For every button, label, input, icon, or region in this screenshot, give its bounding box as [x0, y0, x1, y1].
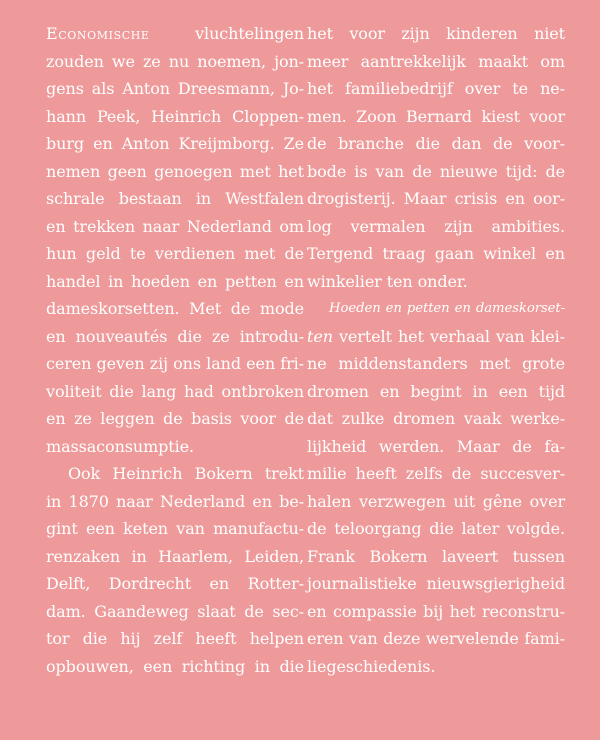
text-line: gens als Anton Dreesmann, Jo- — [46, 79, 304, 98]
text-line: en trekken naar Nederland om — [46, 216, 304, 236]
text-line: het voor zijn kinderen niet — [307, 24, 565, 43]
text-line: en ze leggen de basis voor de — [46, 409, 304, 428]
text-line: zouden we ze nu noemen, jon- — [46, 51, 304, 71]
text-line: ceren geven zij ons land een fri- — [46, 354, 304, 373]
text-line: gint een keten van manufactu- — [46, 519, 304, 538]
text-line: log vermalen zijn ambities. — [307, 216, 565, 236]
text-line: winkelier ten onder. — [307, 271, 468, 291]
text-line: schrale bestaan in Westfalen — [46, 189, 304, 208]
small-caps-lead: Economische — [46, 24, 150, 43]
text-line: de branche die dan de voor- — [307, 134, 565, 153]
text-line: dam. Gaandeweg slaat de sec- — [46, 601, 304, 621]
text-line: men. Zoon Bernard kiest voor — [307, 106, 565, 126]
text-line: hun geld te verdienen met de — [46, 244, 304, 263]
text-line: hann Peek, Heinrich Cloppen- — [46, 106, 304, 126]
text-line: de teloorgang die later volgde. — [307, 519, 565, 538]
text-line: bode is van de nieuwe tijd: de — [307, 161, 565, 181]
text-line: en nouveautés die ze introdu- — [46, 326, 304, 346]
text-line: het familiebedrijf over te ne- — [307, 79, 565, 98]
text-line: renzaken in Haarlem, Leiden, — [46, 546, 304, 566]
text-line: dat zulke dromen vaak werke- — [307, 409, 565, 428]
text-line: Frank Bokern laveert tussen — [307, 546, 565, 566]
text-line: meer aantrekkelijk maakt om — [307, 51, 565, 71]
text-line: Economische vluchtelingen — [46, 24, 304, 43]
text-line: opbouwen, een richting in die — [46, 656, 304, 676]
text-line: milie heeft zelfs de succesver- — [307, 464, 565, 483]
text-line: liegeschiedenis. — [307, 656, 436, 676]
text-line: massaconsumptie. — [46, 436, 195, 456]
text-line: lijkheid werden. Maar de fa- — [307, 436, 565, 456]
text-line: Tergend traag gaan winkel en — [307, 244, 565, 263]
text-line: dromen en begint in een tijd — [307, 381, 565, 401]
text-line: halen verzwegen uit gêne over — [307, 491, 565, 511]
text-line: dameskorsetten. Met de mode — [46, 299, 304, 318]
text-line: eren van deze wervelende fami- — [307, 629, 565, 648]
left-text-column — [46, 20, 304, 680]
text-line: tor die hij zelf heeft helpen — [46, 629, 304, 648]
text-line: journalistieke nieuwsgierigheid — [307, 574, 565, 593]
text-line: Delft, Dordrecht en Rotter- — [46, 574, 304, 593]
text-line: voliteit die lang had ontbroken — [46, 381, 304, 401]
text-line: in 1870 naar Nederland en be- — [46, 491, 304, 511]
text-line: ne middenstanders met grote — [307, 354, 565, 373]
text-line: drogisterij. Maar crisis en oor- — [307, 189, 565, 208]
book-title-line: Hoeden en petten en dameskorset- — [329, 301, 565, 316]
text-line: nemen geen genoegen met het — [46, 161, 304, 181]
text-line: Ook Heinrich Bokern trekt — [68, 464, 304, 483]
book-title-end: ten — [307, 326, 333, 346]
text-line: en compassie bij het reconstru- — [307, 601, 565, 621]
right-text-column — [307, 20, 565, 680]
text-line: ten vertelt het verhaal van klei- — [307, 326, 565, 346]
text-line: handel in hoeden en petten en — [46, 271, 304, 291]
text-line: burg en Anton Kreijmborg. Ze — [46, 134, 304, 153]
